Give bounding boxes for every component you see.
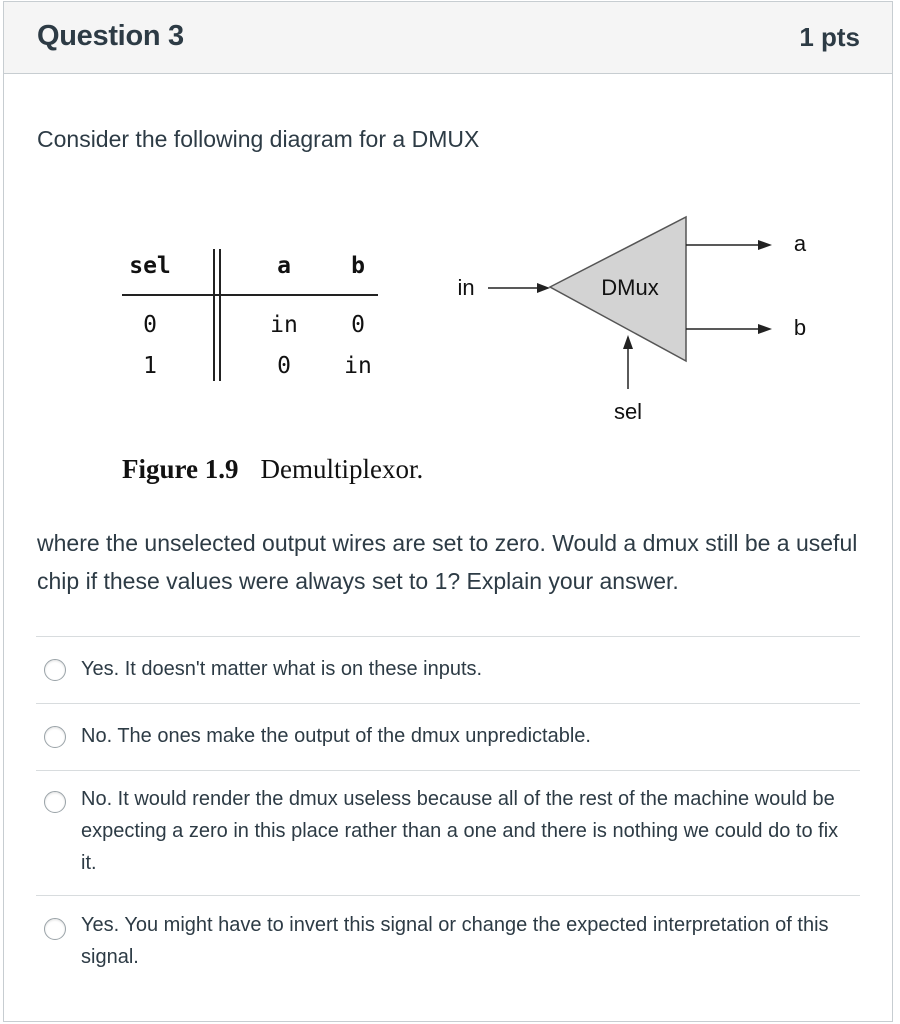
question-intro: Consider the following diagram for a DMUX [37, 126, 480, 152]
question-header [4, 2, 892, 74]
radio-button[interactable] [44, 726, 66, 748]
dmux-figure [114, 209, 807, 489]
figure-number: Figure 1.9 [122, 454, 239, 484]
table-cell: 0 [277, 353, 291, 379]
table-header-sel: sel [129, 253, 171, 279]
table-cell: 0 [351, 312, 365, 338]
table-cell: 0 [143, 312, 157, 338]
dmux-diagram [114, 209, 807, 449]
dmux-chip [457, 217, 806, 424]
input-label-in: in [457, 275, 475, 300]
answer-label[interactable]: No. It would render the dmux useless because all of the rest of the machine would be expecting a zero in this place rather than a one and there is nothing we could do to fix it. [81, 788, 839, 874]
table-cell: 1 [143, 353, 157, 379]
figure-caption [122, 454, 423, 485]
output-label-b: b [793, 315, 807, 340]
output-label-a: a [793, 231, 807, 256]
answer-label[interactable]: No. The ones make the output of the dmux unpredictable. [81, 725, 591, 747]
input-arrowhead [537, 283, 550, 293]
radio-button[interactable] [44, 918, 66, 940]
chip-label: DMux [601, 275, 659, 300]
output-arrowhead-a [758, 240, 772, 250]
table-header-a: a [277, 253, 291, 279]
question-card [3, 1, 893, 1022]
radio-button[interactable] [44, 791, 66, 813]
answer-option[interactable] [36, 895, 860, 995]
table-cell: in [270, 312, 298, 338]
radio-button[interactable] [44, 659, 66, 681]
answer-option[interactable] [36, 703, 860, 770]
answer-list [36, 636, 860, 995]
table-header-b: b [351, 253, 365, 279]
output-arrowhead-b [758, 324, 772, 334]
select-arrowhead [623, 335, 633, 349]
question-points: 1 pts [799, 22, 860, 52]
answer-option[interactable] [36, 636, 860, 703]
truth-table [122, 249, 378, 381]
answer-label[interactable]: Yes. You might have to invert this signal or change the expected interpretation of this signal. [81, 914, 829, 968]
answer-option[interactable] [36, 770, 860, 895]
answer-label[interactable]: Yes. It doesn't matter what is on these inputs. [81, 658, 483, 680]
table-cell: in [344, 353, 372, 379]
question-text: where the unselected output wires are set to zero. Would a dmux still be a useful chip if these values were always set to 1? Explain your answer. [37, 530, 858, 594]
question-title: Question 3 [37, 20, 184, 52]
select-label: sel [613, 399, 643, 424]
figure-caption-text: Demultiplexor. [260, 454, 424, 484]
